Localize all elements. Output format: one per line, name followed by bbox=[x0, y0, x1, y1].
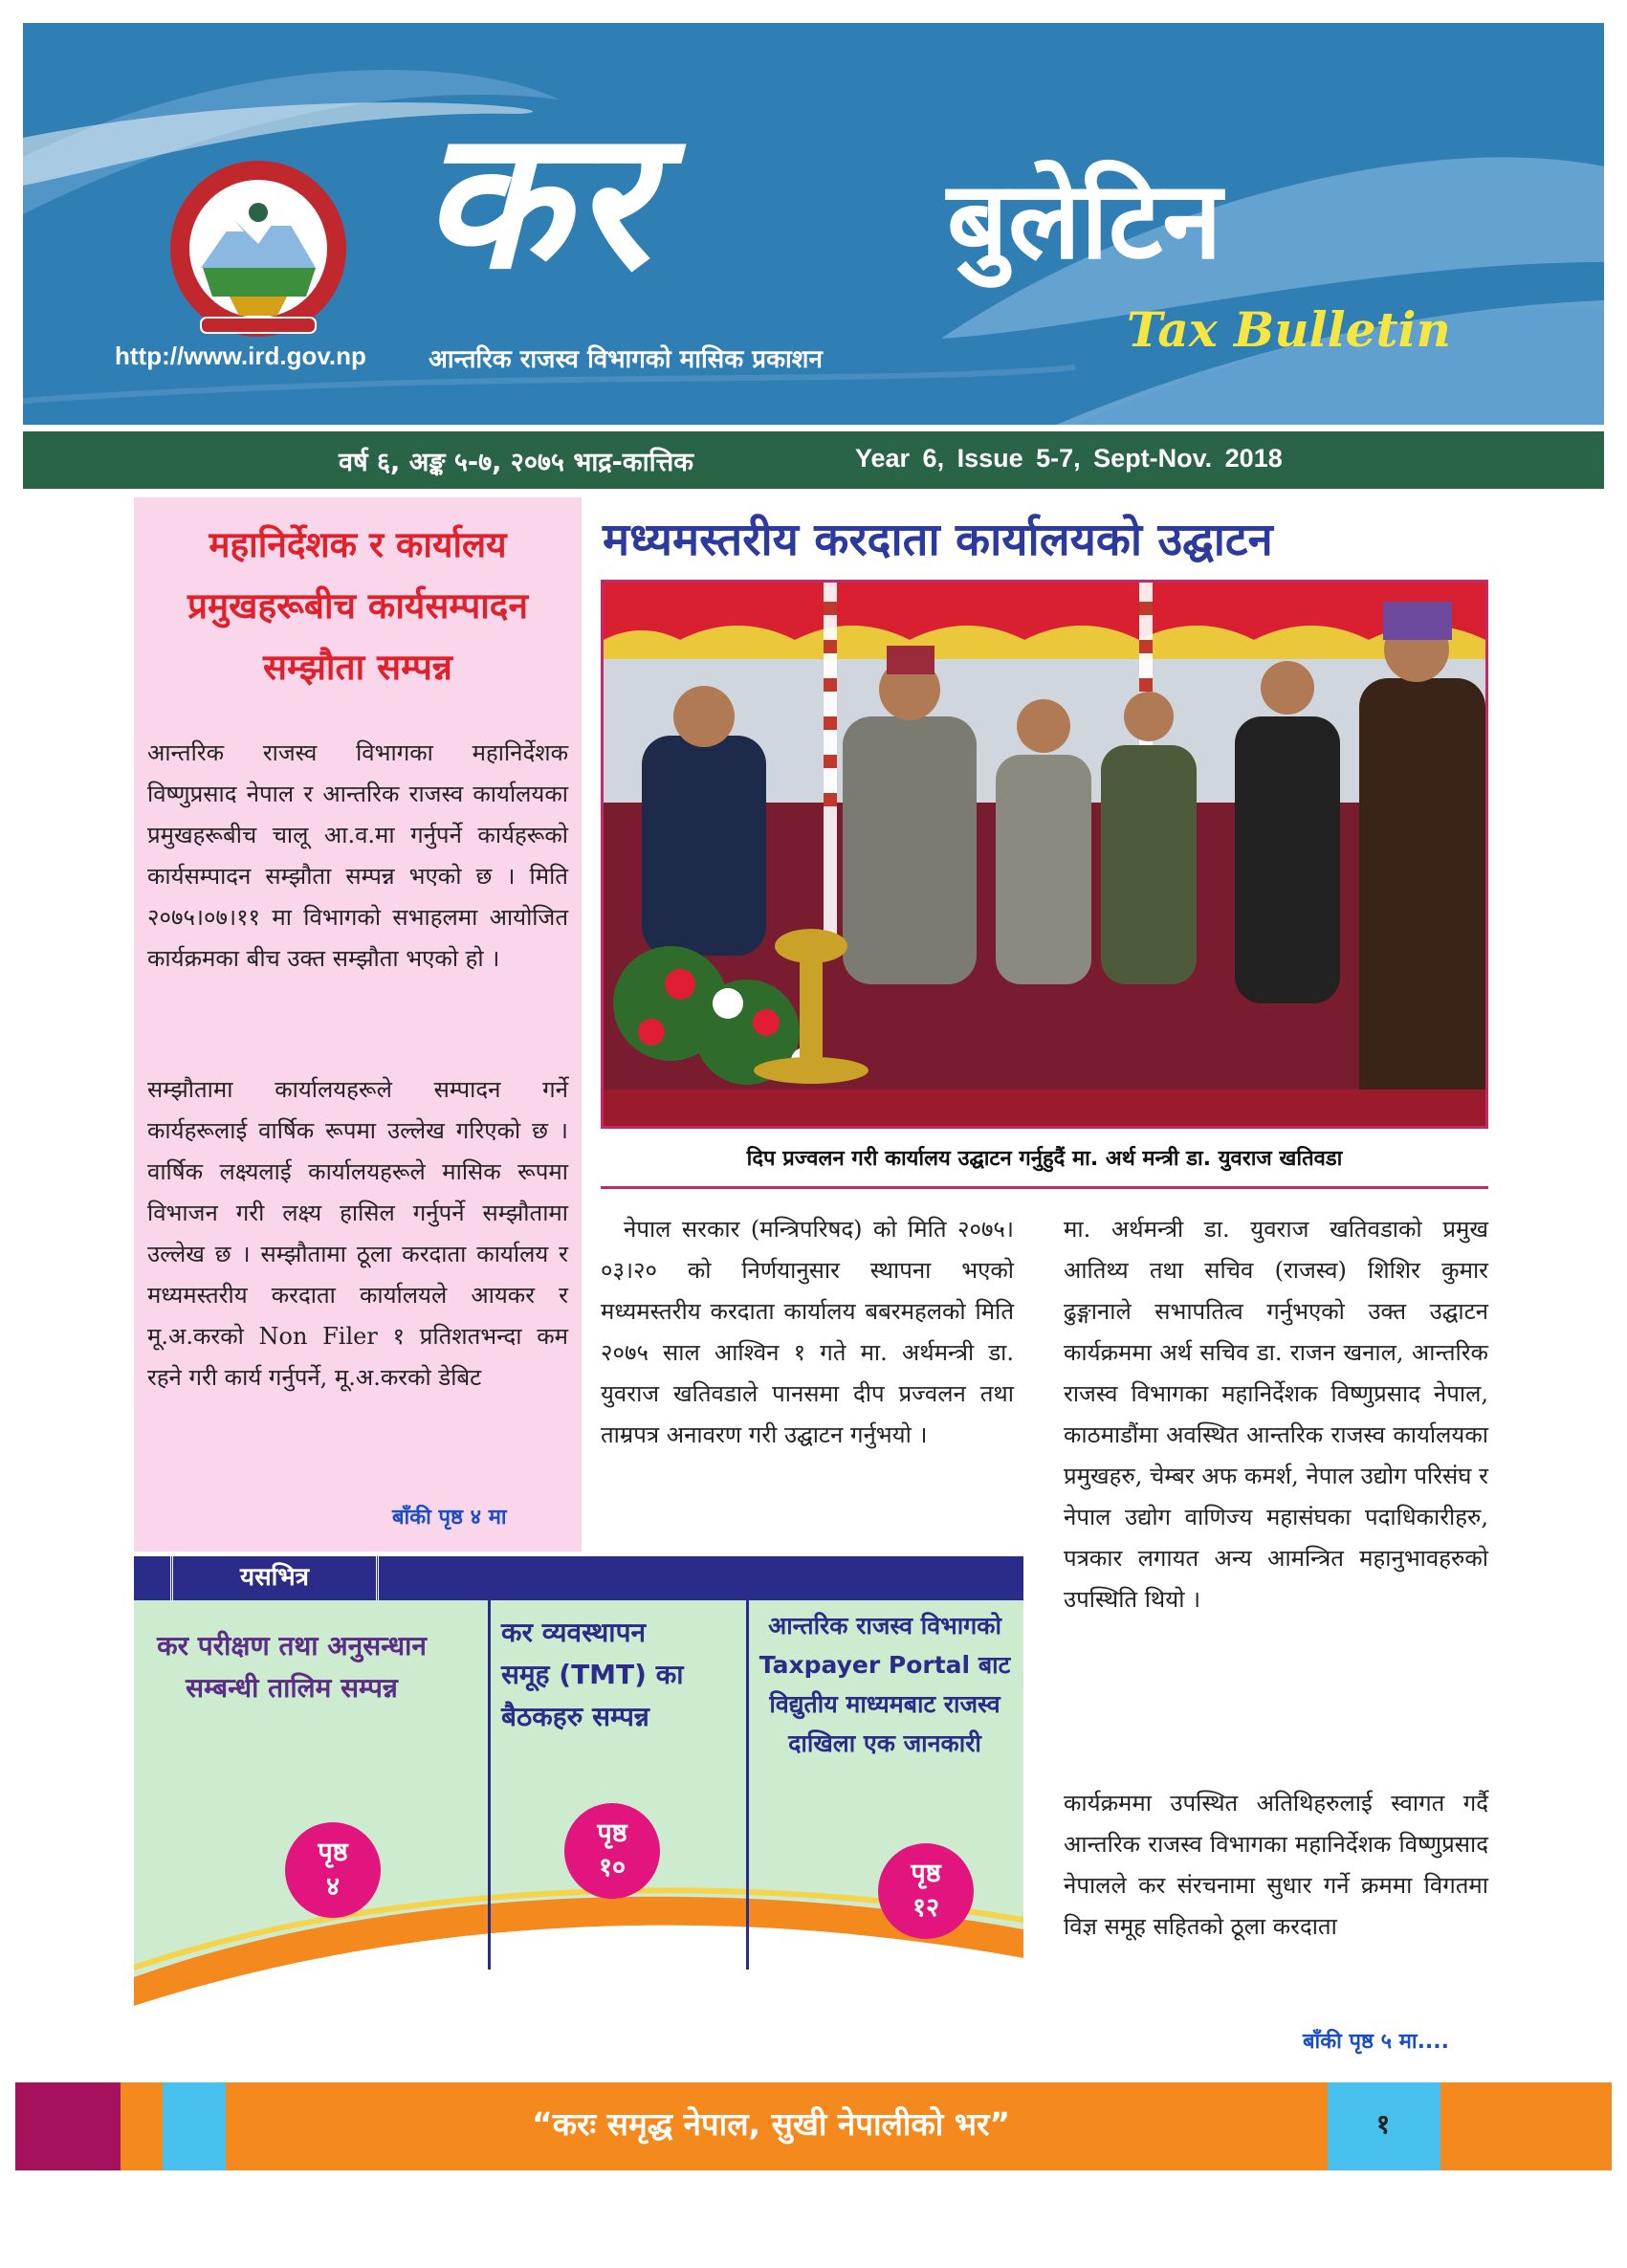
main-article-paragraph: नेपाल सरकार (मन्त्रिपरिषद) को मिति २०७५।०३।२० को निर्णयानुसार स्थापना भएको मध्यमस्तरीय करदाता कार्यालय बबरमहलको मिति २०७५ साल आश्विन १ गते मा. अर्थमन्त्री डा. युवराज खतिवडाले पानसमा दीप प्रज्वलन तथा ताम्रपत्र अनावरण गरी उद्घाटन गर्नुभयो । bbox=[601, 1216, 1014, 1448]
footer-motto: “करः समृद्ध नेपाल, सुखी नेपालीको भर” bbox=[532, 2105, 1011, 2143]
footer-accent-block bbox=[163, 2082, 226, 2170]
footer-bar bbox=[15, 2082, 1612, 2170]
continued-link[interactable]: बाँकी पृष्ठ ५ मा.... bbox=[1303, 2030, 1450, 2054]
column-divider bbox=[488, 1600, 491, 1970]
masthead-title-en: Tax Bulletin bbox=[1127, 301, 1451, 358]
page-badge-label: पृष्ठ bbox=[318, 1838, 348, 1867]
footer-accent-block bbox=[15, 2082, 121, 2170]
page-badge-label: पृष्ठ bbox=[597, 1818, 627, 1848]
caption-divider bbox=[601, 1186, 1488, 1189]
page-badge-number: १० bbox=[598, 1853, 627, 1883]
issue-bar bbox=[23, 429, 1604, 489]
page-badge-label: पृष्ठ bbox=[911, 1859, 941, 1888]
website-link[interactable]: http://www.ird.gov.np bbox=[115, 341, 366, 370]
inside-item-title[interactable]: आन्तरिक राजस्व विभागको Taxpayer Portal बाट विद्युतीय माध्यमबाट राजस्व दाखिला एक जानकारी bbox=[759, 1612, 1011, 1757]
page-number: १ bbox=[1375, 2108, 1391, 2140]
inside-header-bar bbox=[134, 1556, 1023, 1600]
masthead-title-np: कर bbox=[421, 89, 654, 312]
inside-item-title[interactable]: कर व्यवस्थापन समूह (TMT) का बैठकहरु सम्पन्न bbox=[501, 1617, 684, 1732]
continued-link[interactable]: बाँकी पृष्ठ ४ मा bbox=[392, 1506, 507, 1530]
inside-label: यसभित्र bbox=[170, 1556, 379, 1600]
main-article-paragraph: कार्यक्रममा उपस्थित अतिथिहरुलाई स्वागत गर्दै आन्तरिक राजस्व विभागका महानिर्देशक विष्णुप्रसाद नेपालले कर संरचनामा सुधार गर्ने क्रममा विगतमा विज्ञ समूह सहितको ठूला करदाता bbox=[1064, 1790, 1488, 1940]
main-headline: मध्यमस्तरीय करदाता कार्यालयको उद्घाटन bbox=[603, 514, 1273, 566]
masthead-title-bulletin: बुलेटिन bbox=[947, 159, 1222, 283]
issue-info-en: Year 6, Issue 5-7, Sept-Nov. 2018 bbox=[855, 444, 1283, 473]
masthead-subtitle: आन्तरिक राजस्व विभागको मासिक प्रकाशन bbox=[429, 345, 823, 374]
main-article-paragraph: मा. अर्थमन्त्री डा. युवराज खतिवडाको प्रमुख आतिथ्य तथा सचिव (राजस्व) शिशिर कुमार ढुङ्गानाले सभापतित्व गर्नुभएको उक्त उद्घाटन कार्यक्रममा अर्थ सचिव डा. राजन खनाल, आन्तरिक राजस्व विभागका महानिर्देशक विष्णुप्रसाद नेपाल, काठमाडौंमा अवस्थित आन्तरिक राजस्व कार्यालयका प्रमुखहरु, चेम्बर अफ कमर्श, नेपाल उद्योग परिसंघ र नेपाल उद्योग वाणिज्य महासंघका पदाधिकारीहरु, पत्रकार लगायत अन्य आमन्त्रित महानुभावहरुको उपस्थिति थियो । bbox=[1064, 1216, 1488, 1613]
footer-accent-block bbox=[121, 2082, 163, 2170]
left-article-paragraph: आन्तरिक राजस्व विभागका महानिर्देशक विष्णुप्रसाद नेपाल र आन्तरिक राजस्व कार्यालयका प्रमुखहरूबीच चालू आ.व.मा गर्नुपर्ने कार्यहरूको कार्यसम्पादन सम्झौता सम्पन्न भएको छ । मिति २०७५।०७।११ मा विभागको सभाहलमा आयोजित कार्यक्रमका बीच उक्त सम्झौता भएको हो । bbox=[147, 739, 568, 972]
inside-this-issue bbox=[134, 1556, 1023, 2035]
nepal-emblem-icon bbox=[163, 153, 354, 344]
inside-item-title[interactable]: कर परीक्षण तथा अनुसन्धान सम्बन्धी तालिम सम्पन्न bbox=[157, 1630, 427, 1704]
inauguration-photo bbox=[601, 580, 1488, 1129]
left-article-paragraph: सम्झौतामा कार्यालयहरूले सम्पादन गर्ने कार्यहरूलाई वार्षिक रूपमा उल्लेख गरिएको छ । वार्षिक लक्ष्यलाई कार्यालयहरूले मासिक रूपमा विभाजन गरी लक्ष्य हासिल गर्नुपर्ने सम्झौतामा उल्लेख छ । सम्झौतामा ठूला करदाता कार्यालय र मध्यमस्तरीय करदाता कार्यालयले आयकर र मू.अ.करको Non Filer १ प्रतिशतभन्दा कम रहने गरी कार्य गर्नुपर्ने, मू.अ.करको डेबिट bbox=[147, 1076, 568, 1391]
headline-line: महानिर्देशक र कार्यालय bbox=[209, 524, 507, 565]
headline-line: सम्झौता सम्पन्न bbox=[263, 647, 452, 688]
photo-illustration bbox=[604, 583, 1485, 1126]
page-badge[interactable] bbox=[878, 1843, 974, 1939]
headline-line: प्रमुखहरूबीच कार्यसम्पादन bbox=[187, 585, 528, 627]
issue-info-np: वर्ष ६, अङ्क ५-७, २०७५ भाद्र-कात्तिक bbox=[339, 448, 693, 477]
page-badge-number: ४ bbox=[325, 1872, 341, 1902]
page-badge-number: १२ bbox=[912, 1893, 940, 1923]
left-article-headline bbox=[134, 515, 582, 698]
page-badge[interactable] bbox=[285, 1822, 381, 1918]
left-article bbox=[134, 497, 582, 1552]
page-badge[interactable] bbox=[564, 1803, 660, 1899]
photo-caption: दिप प्रज्वलन गरी कार्यालय उद्घाटन गर्नुहुदैं मा. अर्थ मन्त्री डा. युवराज खतिवडा bbox=[746, 1147, 1343, 1171]
